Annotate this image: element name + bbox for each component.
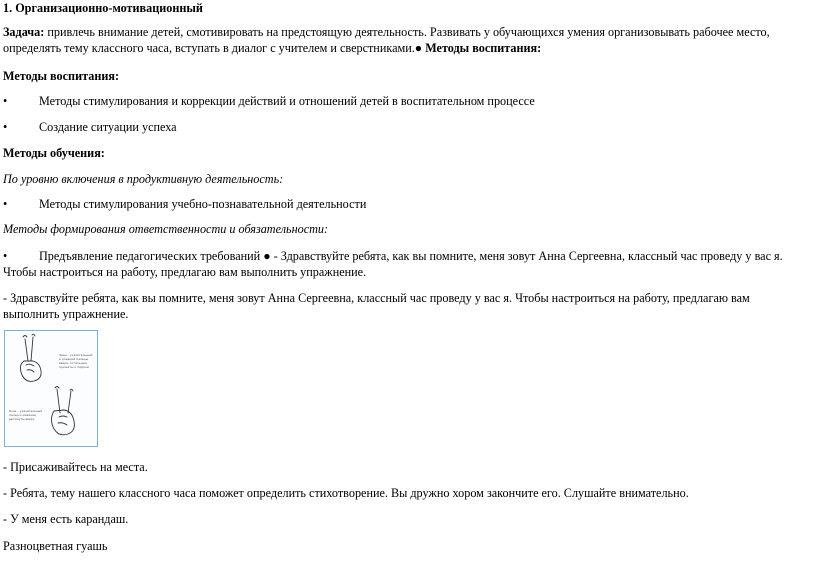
dialog-line: - Присаживайтесь на места. bbox=[3, 460, 148, 474]
image-caption-bottom: Коза – указательный палец и мизинец вытянуты вверх bbox=[9, 409, 43, 421]
list-item: • Создание ситуации успеха bbox=[3, 120, 177, 134]
dialog-line: - У меня есть карандаш. bbox=[3, 512, 129, 526]
list-item: • Методы стимулирования учебно-познавательной деятельности bbox=[3, 197, 367, 211]
dialog-line: Разноцветная гуашь bbox=[3, 539, 108, 553]
responsibility-title: Методы формирования ответственности и обязательности: bbox=[3, 222, 329, 236]
finger-exercise-image bbox=[4, 330, 98, 447]
task-tail: ● Методы воспитания: bbox=[414, 41, 542, 55]
methods-upbringing-title: Методы воспитания: bbox=[3, 69, 120, 83]
section-heading: 1. Организационно-мотивационный bbox=[3, 1, 203, 15]
productive-title: По уровню включения в продуктивную деятельность: bbox=[3, 172, 284, 186]
greeting-paragraph: - Здравствуйте ребята, как вы помните, меня зовут Анна Сергеевна, классный час проведу у вас я. Чтобы настроиться на работу, предлагаю вам выполнить упражнение. bbox=[3, 291, 750, 321]
hand-gestures-icon bbox=[5, 331, 97, 446]
task-paragraph bbox=[3, 24, 803, 56]
task-text: привлечь внимание детей, смотивировать на предстоящую деятельность. Развивать у обучающихся умения организовывать рабочее место, определять тему классного часа, вступать в диалог с учителем и сверстниками. bbox=[3, 25, 770, 55]
list-item: • Методы стимулирования и коррекции действий и отношений детей в воспитательном процессе bbox=[3, 94, 535, 108]
task-label: Задача: bbox=[3, 25, 45, 39]
dialog-line: - Ребята, тему нашего классного часа поможет определить стихотворение. Вы дружно хором закончите его. Слушайте внимательно. bbox=[3, 486, 689, 500]
responsibility-item: • Предъявление педагогических требований ● - Здравствуйте ребята, как вы помните, меня зовут Анна Сергеевна, классный час проведу у вас я. Чтобы настроиться на работу, предлагаю вам выполнить упражнение. bbox=[3, 249, 783, 279]
methods-teaching-title: Методы обучения: bbox=[3, 146, 105, 160]
image-caption-top: Заяц – указательный и средний пальцы вверх, остальные прижаты к ладони bbox=[59, 353, 93, 369]
